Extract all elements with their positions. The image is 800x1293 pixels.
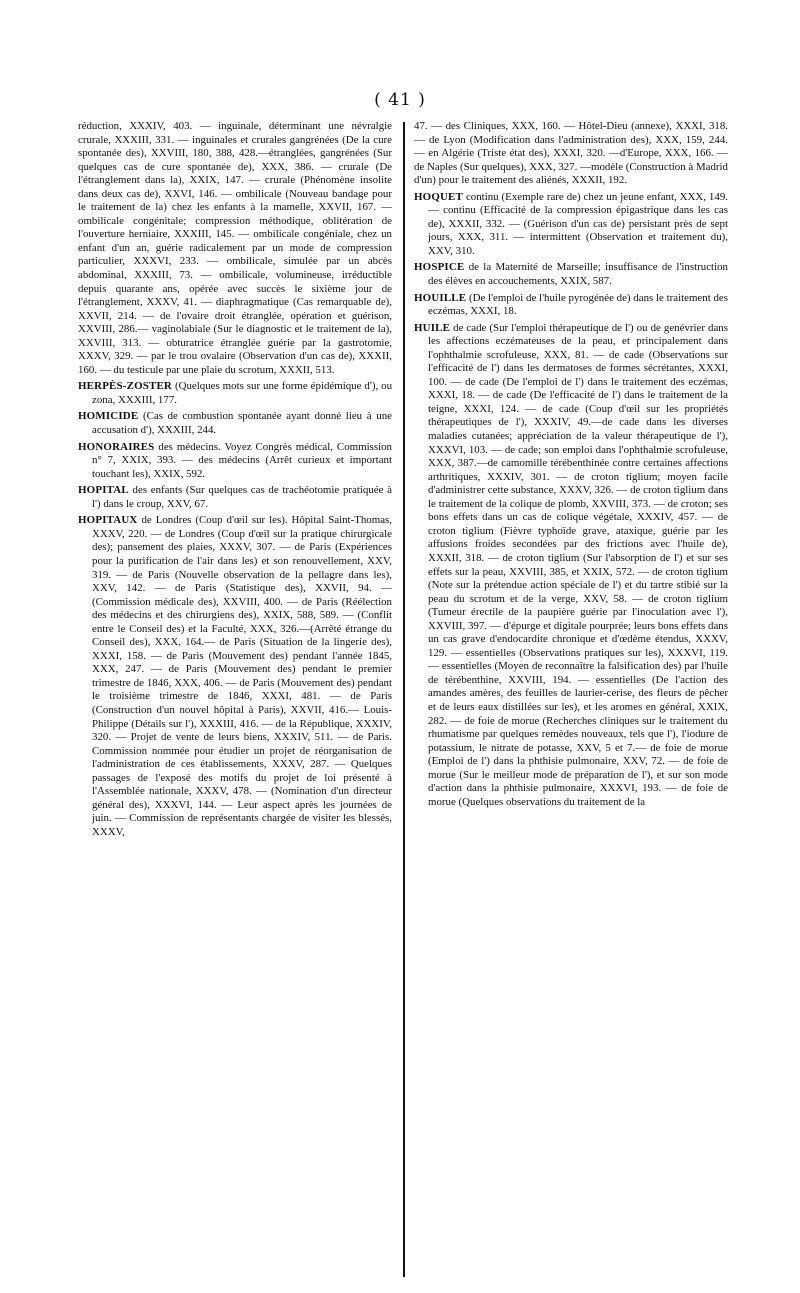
right-column — [411, 120, 728, 1280]
index-entry — [78, 441, 392, 482]
entry-text: de la Maternité de Marseille; insuffisance de l'instruction des élèves en accouchements, XXIX, 587. — [427, 261, 728, 288]
entry-text: des enfants (Sur quelques cas de trachéotomie pratiquée à l') dans le croup, XXV, 67. — [92, 484, 393, 510]
entry-headword: HOMICIDE — [78, 410, 139, 423]
entry-text: 47. — des Cliniques, XXX, 160. — Hôtel-Dieu (annexe), XXXI, 318. — de Lyon (Modification dans l'administration des), XXX, 159, 244. — en Algérie (Triste état des), XXXI, 320. —d'Europe, XXX, 166. —de Naples (Sur quelques), XXX, 327. —modèle (Construction à Madrid d'un) pour le traitement des aliénés, XXXII, 192. — [413, 120, 728, 187]
entry-headword: HOQUET — [413, 190, 463, 203]
entry-text: (Cas de combustion spontanée ayant donné lieu à une accusation d'), XXXIII, 244. — [92, 410, 393, 437]
index-entry — [414, 120, 728, 188]
entry-text: de cade (Sur l'emploi thérapeutique de l') ou de genévrier dans les affections eczémateuses de la peau, et principalement dans l'ophthalmie scrofuleuse, XXX, 81. — de cade (Observations sur l'efficacité de l') dans les dermatoses de formes sécrétantes, XXXI, 100. — de cade (De l'emploi de l') dans le traitement des eczémas, XXXI, 18. — de cade (De l'efficacité de l') dans le traitement de la teigne, XXXI, 124. — de cade (Coup d'œil sur les propriétés thérapeutiques de l'), XXXIV, 49.—de cade dans les diverses maladies cutanées; appréciation de la valeur thérapeutique de l'), XXXVI, 103. — de cade; son emploi dans l'ophthalmie scrofuleuse, XXX, 387.—de camomille térébenthinée contre certaines affections arthritiques, XXXIV, 301. — de croton tiglium; moyen facile d'administrer cette substance, XXXV, 326. — de croton tiglium dans le traitement de la colique de plomb, XXVIII, 373. — de croton; ses bons effets dans un cas de colique végétale, XXXIV, 457. — de croton tiglium (Fièvre typhoïde grave, ataxique, guérie par les affusions froides secondées par des frictions avec l'huile de), XXXII, 318. — de croton tiglium (Sur l'absorption de l') et sur ses effets sur la peau, XXVIII, 385, et XXIX, 572. — de croton tiglium (Note sur la prétendue action spéciale de l') et du tartre stibié sur la peau du scrotum et de la verge, XXV, 58. — de croton tiglium (Tumeur érectile de la paupière guérie par l'inoculation avec l'), XXVIII, 397. — d'épurge et digitale pourprée; leurs bons effets dans un cas grave d'endocardite chronique et d'œdème étendus, XXXV, 129. — essentielles (Observations pratiques sur les), XXXVI, 119. — essentielles (Moyen de reconnaître la falsification des) par l'huile de térébenthine, XXVIII, 194. — essentielles (De l'action des amandes amères, des feuilles de laurier-cerise, des fleurs de pêcher et de leurs eaux distillées sur les), et les aromes en général, XXIX, 282. — de foie de morue (Recherches cliniques sur le traitement du rhumatisme par quelques remèdes nouveaux, tels que l'), l'iodure de potassium, le nitrate de potasse, XXV, 5 et 7.— de foie de morue (Emploi de l') dans la phthisie pulmonaire, XXV, 72. — de foie de morue (Sur le meilleur mode de préparation de l'), et sur son mode d'action dans la phthisie pulmonaire, XXXVI, 193. — de foie de morue (Quelques observations du traitement de la — [427, 321, 728, 808]
index-entry — [414, 322, 728, 810]
entry-headword: HOPITAL — [78, 484, 129, 497]
two-column-text — [78, 120, 728, 1275]
index-entry — [78, 514, 392, 839]
page-number: ( 41 ) — [374, 90, 426, 110]
index-entry — [78, 120, 392, 377]
entry-text: (Quelques mots sur une forme épidémique d'), ou zona, XXXIII, 177. — [92, 380, 393, 406]
index-entry — [414, 292, 728, 319]
entry-headword: HOUILLE — [413, 291, 467, 304]
entry-text: réduction, XXXIV, 403. — inguinale, déterminant une névralgie crurale, XXXIII, 331. — inguinales et crurales gangrénées (De la cure spontanée des), XXVIII, 180, 388, 428.—étranglées, gangrénées (Sur quelques cas de cure spontanée de), XXX, 386. — crurale (De l'étranglement dans la), XXIX, 147. — crurale (Phénomène insolite dans deux cas de), XXVI, 146. — ombilicale (Nouveau bandage pour le traitement de la) chez les enfants à la mamelle, XXVII, 167. —ombilicale congénitale; compression méthodique, oblitération de l'ouverture herniaire, XXXIII, 145. — ombilicale congéniale, chez un enfant d'un an, guérie radicalement par un mode de compression particulier, XXXVI, 233. — ombilicale, simulée par un abcès abdominal, XXXIII, 73. — ombilicale, volumineuse, irréductible depuis quarante ans, opérée avec succès le sixième jour de l'étranglement, XXXV, 41. — diaphragmatique (Cas remarquable de), XXVII, 214. — de l'ovaire droit étranglée, opération et guérison, XXVIII, 286.— vaginolabiale (Sur le diagnostic et le traitement de la), XXVIII, 313. — obturatrice étranglée guérie par la gastrotomie, XXXV, 329. — par le trou ovalaire (Observation d'un cas de), XXXII, 160. — du testicule par une plaie du scrotum, XXXII, 513. — [78, 120, 393, 376]
entry-text: (De l'emploi de l'huile pyrogénée de) dans le traitement des eczémas, XXXI, 18. — [427, 291, 728, 318]
entry-headword: HOPITAUX — [78, 514, 138, 527]
entry-headword: HOSPICE — [413, 261, 465, 274]
index-entry — [414, 261, 728, 288]
entry-headword: HERPÈS-ZOSTER — [78, 380, 172, 393]
index-entry — [414, 191, 728, 259]
entry-text: de Londres (Coup d'œil sur les). Hôpital Saint-Thomas, XXXV, 220. — de Londres (Coup d'œil sur la pratique chirurgicale des); pansement des plaies, XXXV, 307. — de Paris (Expériences pour la purification de l'air dans les) et son renouvellement, XXV, 319. — de Paris (Nouvelle observation de la pellagre dans les), XXV, 142. — de Paris (Statistique des), XXVII, 94. — (Commission médicale des), XXVIII, 400. — de Paris (Réélection des médecins et des chirurgiens des), XXIX, 588, 589. — (Conflit entre le Conseil des) et la Faculté, XXX, 326.—(Arrêté étrange du Conseil des), XXX, 164.— de Paris (Situation de la lingerie des), XXXI, 158. — de Paris (Mouvement des) pendant l'année 1845, XXX, 247. — de Paris (Mouvement des) pendant le premier trimestre de 1846, XXX, 406. — de Paris (Mouvement des) pendant le troisième trimestre de 1846, XXXI, 481. — de Paris (Construction d'un nouvel hôpital à Paris), XXVII, 416.— Louis-Philippe (Détails sur l'), XXXIII, 416. — de la République, XXXIV, 320. — Projet de vente de leurs biens, XXXIV, 511. — de Paris. Commission nommée pour étudier un projet de réorganisation de l'administration de ces établissements, XXXV, 287. — Quelques passages de l'exposé des motifs du projet de loi présenté à l'Assemblée nationale, XXXV, 478. — (Nomination d'un directeur général des), XXXVI, 144. — Leur aspect après les journées de juin. — Commission de représentants chargée de visiter les blessés, XXXV, — [92, 514, 393, 838]
index-entry — [78, 380, 392, 407]
entry-headword: HUILE — [413, 321, 451, 334]
index-entry — [78, 484, 392, 511]
left-column — [78, 120, 397, 1280]
entry-text: des médecins. Voyez Congrès médical, Commission n° 7, XXIX, 393. — des médecins (Arrêt curieux et important touchant les), XXIX, 592. — [92, 440, 393, 480]
entry-headword: HONORAIRES — [78, 440, 155, 453]
index-entry — [78, 410, 392, 437]
entry-text: continu (Exemple rare de) chez un jeune enfant, XXX, 149. — continu (Efficacité de la compression épigastrique dans les cas de), XXXII, 332. — (Guérison d'un cas de) persistant près de sept jours, XXX, 311. — intermittent (Observation et traitement du), XXV, 310. — [427, 190, 728, 257]
column-divider — [403, 122, 405, 1277]
